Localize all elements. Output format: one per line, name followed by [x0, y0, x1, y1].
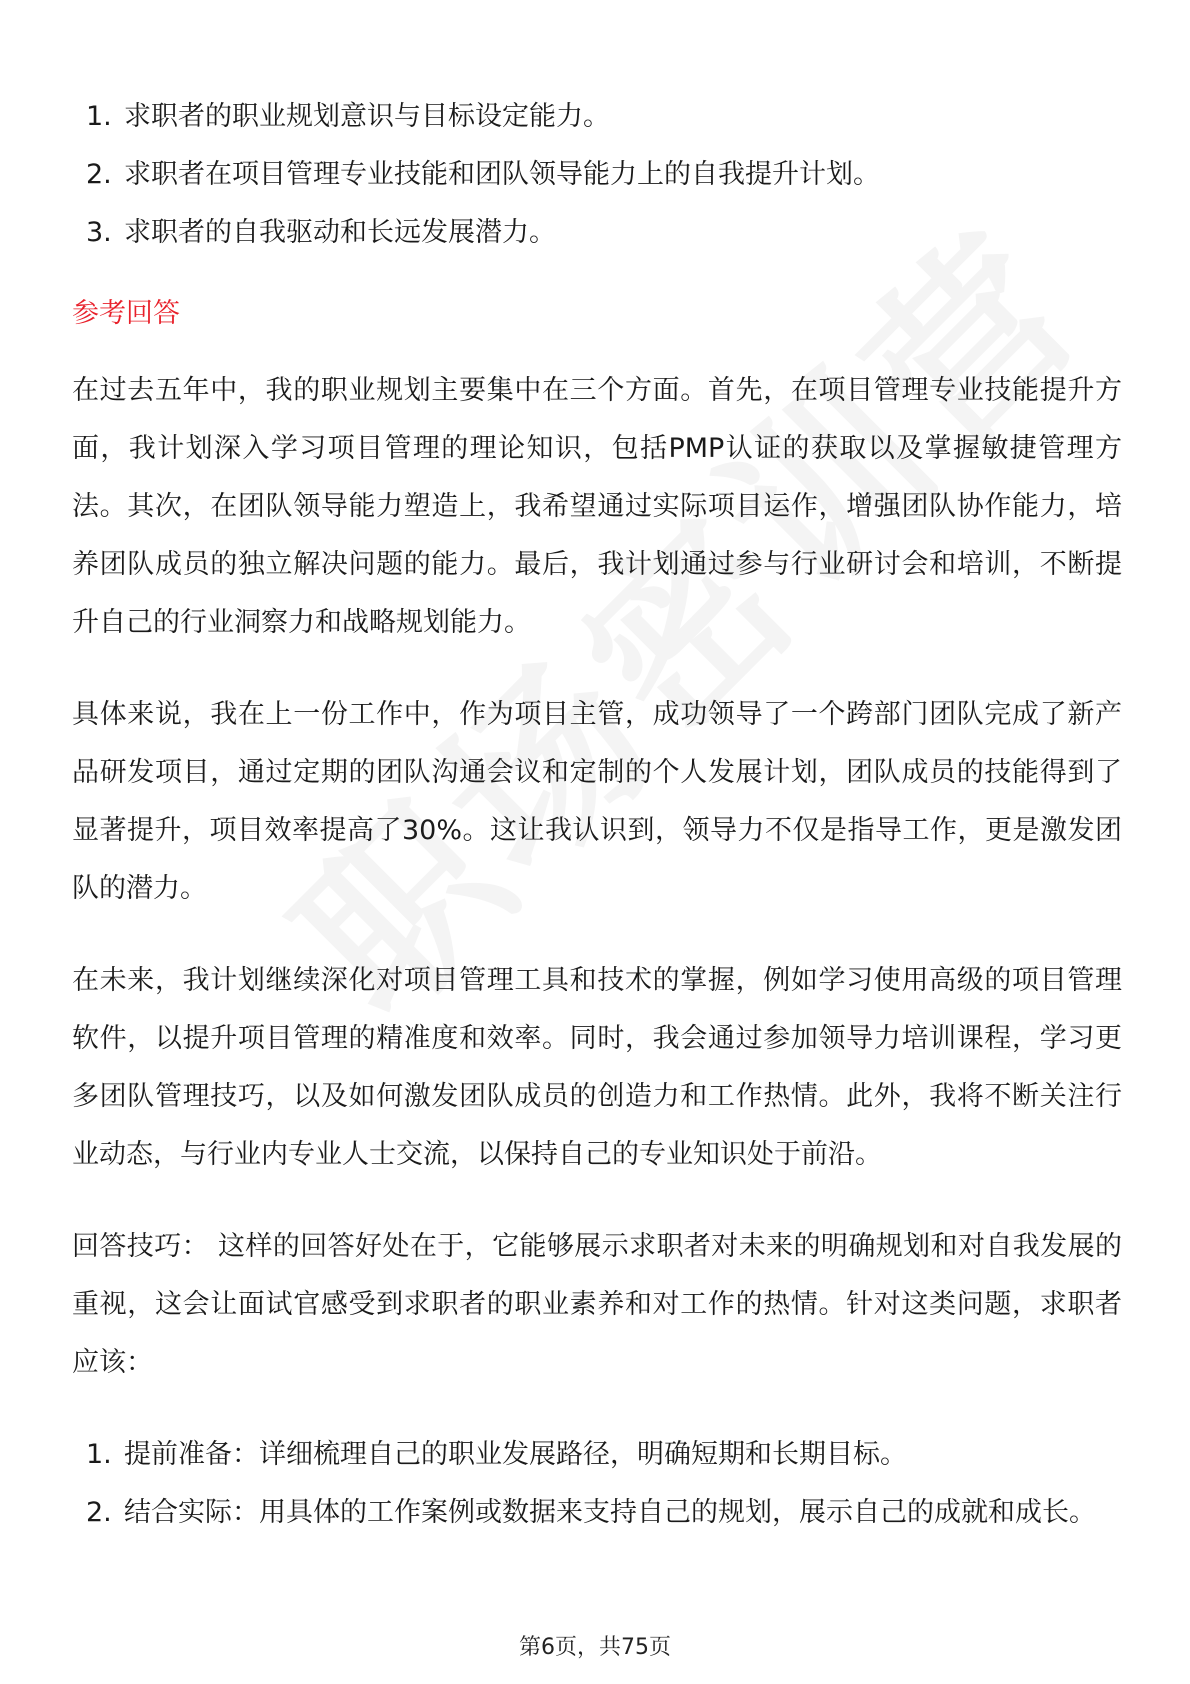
list-number: 2.: [86, 159, 112, 190]
list-number: 2.: [86, 1497, 112, 1528]
list-item: [72, 88, 1122, 146]
document-page: [72, 88, 1122, 1542]
list-item: [72, 204, 1122, 262]
list-number: 3.: [86, 217, 112, 248]
list-text: 求职者在项目管理专业技能和团队领导能力上的自我提升计划。: [124, 159, 880, 190]
list-item: [72, 1484, 1122, 1542]
intro-list: [72, 88, 1122, 262]
list-text: 求职者的职业规划意识与目标设定能力。: [124, 101, 610, 132]
paragraph: 在过去五年中，我的职业规划主要集中在三个方面。首先，在项目管理专业技能提升方面，我计划深入学习项目管理的理论知识，包括PMP认证的获取以及掌握敏捷管理方法。其次，在团队领导能力塑造上，我希望通过实际项目运作，增强团队协作能力，培养团队成员的独立解决问题的能力。最后，我计划通过参与行业研讨会和培训，不断提升自己的行业洞察力和战略规划能力。: [72, 375, 1122, 638]
tips-list: [72, 1426, 1122, 1542]
answer-heading: 参考回答: [72, 298, 180, 329]
list-item: [72, 1426, 1122, 1484]
paragraph: 回答技巧： 这样的回答好处在于，它能够展示求职者对未来的明确规划和对自我发展的重视，这会让面试官感受到求职者的职业素养和对工作的热情。针对这类问题，求职者应该：: [72, 1231, 1122, 1378]
list-number: 1.: [86, 101, 112, 132]
list-text: 求职者的自我驱动和长远发展潜力。: [124, 217, 556, 248]
list-text: 结合实际：用具体的工作案例或数据来支持自己的规划，展示自己的成就和成长。: [124, 1497, 1096, 1528]
paragraph: 具体来说，我在上一份工作中，作为项目主管，成功领导了一个跨部门团队完成了新产品研发项目，通过定期的团队沟通会议和定制的个人发展计划，团队成员的技能得到了显著提升，项目效率提高了30%。这让我认识到，领导力不仅是指导工作，更是激发团队的潜力。: [72, 699, 1122, 904]
page-footer: 第6页，共75页: [519, 1635, 671, 1660]
list-number: 1.: [86, 1439, 112, 1470]
list-text: 提前准备：详细梳理自己的职业发展路径，明确短期和长期目标。: [124, 1439, 907, 1470]
paragraph: 在未来，我计划继续深化对项目管理工具和技术的掌握，例如学习使用高级的项目管理软件，以提升项目管理的精准度和效率。同时，我会通过参加领导力培训课程，学习更多团队管理技巧，以及如何激发团队成员的创造力和工作热情。此外，我将不断关注行业动态，与行业内专业人士交流，以保持自己的专业知识处于前沿。: [72, 965, 1122, 1170]
list-item: [72, 146, 1122, 204]
